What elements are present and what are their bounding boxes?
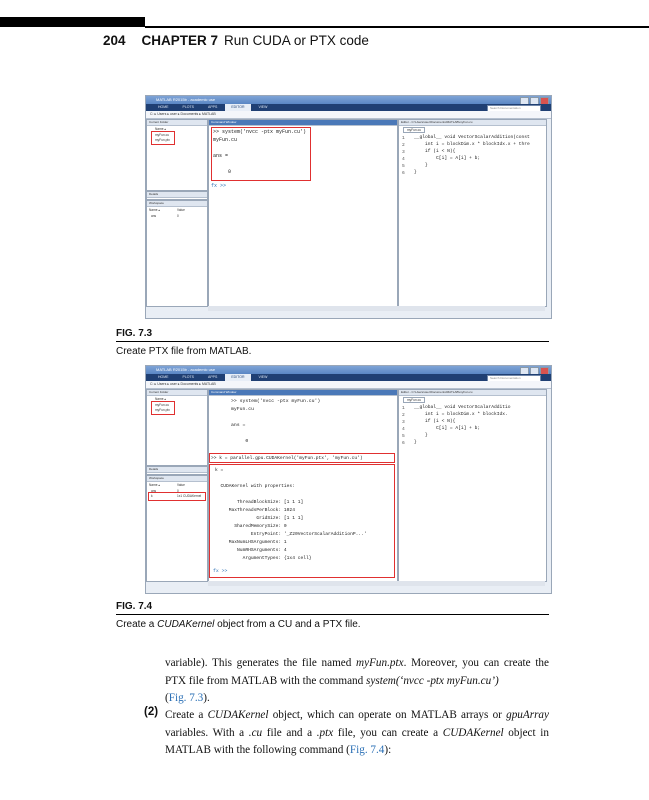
figure-link[interactable]: Fig. 7.3: [168, 692, 204, 705]
ws-var-value: 0: [177, 214, 179, 218]
code-line: if (i < N){: [414, 149, 456, 154]
highlight-box: [209, 464, 395, 578]
kernel-output-line: SharedMemorySize: 0: [215, 524, 287, 529]
search-documentation-input[interactable]: Search Documentation: [487, 105, 541, 112]
ws-col-value: Value: [177, 208, 185, 212]
files-column-header: Name ▴: [155, 397, 166, 401]
tab-plots[interactable]: PLOTS: [182, 375, 194, 379]
ws-col-value: Value: [177, 483, 185, 487]
code-line: }: [414, 433, 428, 438]
figure-rule: [116, 614, 549, 615]
figure-link[interactable]: Fig. 7.4: [349, 744, 385, 757]
code-line: C[i] = A[i] + b;: [414, 156, 481, 161]
kernel-output-line: ArgumentTypes: {1x4 cell}: [215, 556, 312, 561]
tab-plots[interactable]: PLOTS: [182, 105, 194, 109]
horizontal-scrollbar[interactable]: [208, 581, 545, 586]
tab-apps[interactable]: APPS: [207, 105, 218, 109]
search-documentation-input[interactable]: Search Documentation: [487, 375, 541, 382]
editor-pane[interactable]: [398, 119, 547, 307]
code-line: C[i] = A[i] + b;: [414, 426, 481, 431]
line-numbers: 1 2 3 4 5 6: [402, 136, 405, 176]
editor-tab[interactable]: myFun.cu: [403, 127, 425, 133]
editor-title: Editor - C:\Users\user\Documents\MATLAB\myFun.cu: [399, 390, 546, 396]
chapter-title: Run CUDA or PTX code: [224, 33, 369, 48]
code-line: int i = blockDim.x * blockIdx.x + thre: [414, 142, 530, 147]
filename-emphasis: myFun.ptx: [356, 657, 404, 669]
matlab-screenshot-fig-7-3: [145, 95, 552, 319]
highlight-box: [211, 127, 311, 181]
details-pane: [146, 466, 208, 475]
command-window[interactable]: [208, 119, 398, 307]
current-folder-pane: [146, 119, 208, 191]
window-title: MATLAB R2015b - academic use: [156, 97, 216, 102]
list-number: (2): [144, 706, 159, 718]
line-numbers: 1 2 3 4 5 6: [402, 406, 405, 446]
window-title: MATLAB R2015b - academic use: [156, 367, 216, 372]
figure-rule: [116, 341, 549, 342]
figure-caption: Create a CUDAKernel object from a CU and a PTX file.: [116, 619, 361, 630]
command-prompt[interactable]: fx >>: [213, 569, 228, 574]
tab-home[interactable]: HOME: [158, 375, 169, 379]
highlight-box: [151, 131, 175, 145]
ws-col-name: Name ▴: [149, 483, 160, 487]
ws-col-name: Name ▴: [149, 208, 160, 212]
tab-editor[interactable]: EDITOR: [225, 104, 250, 111]
caption-emphasis: CUDAKernel: [157, 619, 215, 630]
ws-var-value: 0: [177, 489, 179, 493]
command-line: ans =: [213, 153, 229, 159]
ws-var-name[interactable]: ans: [151, 214, 157, 218]
files-column-header: Name ▴: [155, 127, 166, 131]
tab-view[interactable]: VIEW: [258, 105, 268, 109]
file-item[interactable]: myFun.cu: [155, 403, 169, 407]
window-titlebar: [146, 366, 551, 374]
figure-label: FIG. 7.3: [116, 328, 153, 339]
current-folder-title: Current Folder: [147, 120, 207, 126]
code-line: }: [414, 170, 417, 175]
figure-caption: Create PTX file from MATLAB.: [116, 346, 252, 357]
command-line: >> k = parallel.gpu.CUDAKernel('myFun.ptx', 'myFun.cu'): [211, 456, 363, 461]
running-header: [103, 33, 369, 48]
ws-var-name[interactable]: k: [151, 494, 153, 498]
details-title: Details: [147, 467, 207, 473]
kernel-output-line: EntryPoint: '_Z20VectorScalarAdditionP...': [215, 532, 367, 537]
ws-var-name[interactable]: ans: [151, 489, 157, 493]
code-line: __global__ void VectorScalarAdditio: [414, 405, 511, 410]
page-number: 204: [103, 33, 126, 48]
editor-pane[interactable]: [398, 389, 547, 582]
horizontal-scrollbar[interactable]: [208, 306, 545, 311]
kernel-output-line: CUDAKernel with properties:: [215, 484, 295, 489]
details-pane: [146, 191, 208, 200]
highlight-box: [209, 453, 395, 463]
command-line: myFun.cu: [231, 407, 255, 412]
ws-var-value: 1x1 CUDAKernel: [177, 494, 202, 498]
file-item[interactable]: myFun.cu: [155, 133, 169, 137]
tab-editor[interactable]: EDITOR: [225, 374, 250, 381]
address-bar[interactable]: [146, 111, 551, 119]
command-line: myFun.cu: [213, 137, 238, 143]
command-line: >> system('nvcc -ptx myFun.cu'): [231, 399, 321, 404]
command-window[interactable]: [208, 389, 398, 582]
figure-label: FIG. 7.4: [116, 601, 153, 612]
command-window-title: Command Window: [209, 390, 397, 396]
folder-path: C: ▸ Users ▸ user ▸ Documents ▸ MATLAB: [150, 112, 216, 116]
body-paragraph-1: variable). This generates the file named myFun.ptx. Moreover, you can create the PTX file from MATLAB with the command system(‘nvcc -ptx myFun.cu’) (Fig. 7.3).: [165, 657, 549, 705]
command-window-title: Command Window: [209, 120, 397, 126]
kernel-output-line: NumRHSArguments: 4: [215, 548, 287, 553]
highlight-box: [148, 492, 206, 501]
code-line: }: [414, 163, 428, 168]
command-prompt[interactable]: fx >>: [211, 183, 227, 189]
chapter-label: CHAPTER 7: [141, 33, 219, 48]
kernel-output-line: k =: [215, 468, 224, 473]
matlab-screenshot-fig-7-4: [145, 365, 552, 594]
highlight-box: [151, 401, 175, 415]
workspace-pane: [146, 200, 208, 307]
kernel-output-line: GridSize: [1 1 1]: [215, 516, 304, 521]
editor-tab[interactable]: myFun.cu: [403, 397, 425, 403]
code-line: if (i < N){: [414, 419, 456, 424]
code-line: int i = blockDim.x * blockIdx.: [414, 412, 508, 417]
code-line: }: [414, 440, 417, 445]
details-title: Details: [147, 192, 207, 198]
workspace-pane: [146, 475, 208, 582]
command-line: 0: [231, 439, 249, 444]
ribbon-tabs: [146, 374, 551, 381]
code-line: __global__ void VectorScalarAddition(const: [414, 135, 530, 140]
address-bar[interactable]: [146, 381, 551, 389]
header-rule: [145, 26, 649, 28]
window-titlebar: [146, 96, 551, 104]
file-item[interactable]: myFun.ptx: [155, 408, 170, 412]
current-folder-pane: [146, 389, 208, 466]
kernel-output-line: ThreadBlockSize: [1 1 1]: [215, 500, 304, 505]
header-black-bar: [0, 17, 145, 27]
tab-home[interactable]: HOME: [158, 105, 169, 109]
command-emphasis: system(‘nvcc -ptx myFun.cu’): [366, 674, 499, 687]
tab-apps[interactable]: APPS: [207, 375, 218, 379]
current-folder-title: Current Folder: [147, 390, 207, 396]
file-item[interactable]: myFun.ptx: [155, 138, 170, 142]
kernel-output-line: MaxNumLHSArguments: 1: [215, 540, 287, 545]
tab-view[interactable]: VIEW: [258, 375, 268, 379]
workspace-title: Workspace: [147, 476, 207, 482]
command-line: ans =: [231, 423, 246, 428]
folder-path: C: ▸ Users ▸ user ▸ Documents ▸ MATLAB: [150, 382, 216, 386]
body-paragraph-2: Create a CUDAKernel object, which can operate on MATLAB arrays or gpuArray variables. With a .cu file and a .ptx file, you can create a CUDAKernel object in MATLAB with the following command (Fig. 7.4):: [165, 709, 549, 757]
editor-title: Editor - C:\Users\user\Documents\MATLAB\myFun.cu: [399, 120, 546, 126]
ribbon-tabs: [146, 104, 551, 111]
workspace-title: Workspace: [147, 201, 207, 207]
command-line: >> system('nvcc -ptx myFun.cu'): [213, 129, 307, 135]
command-line: 0: [213, 169, 232, 175]
kernel-output-line: MaxThreadsPerBlock: 1024: [215, 508, 295, 513]
